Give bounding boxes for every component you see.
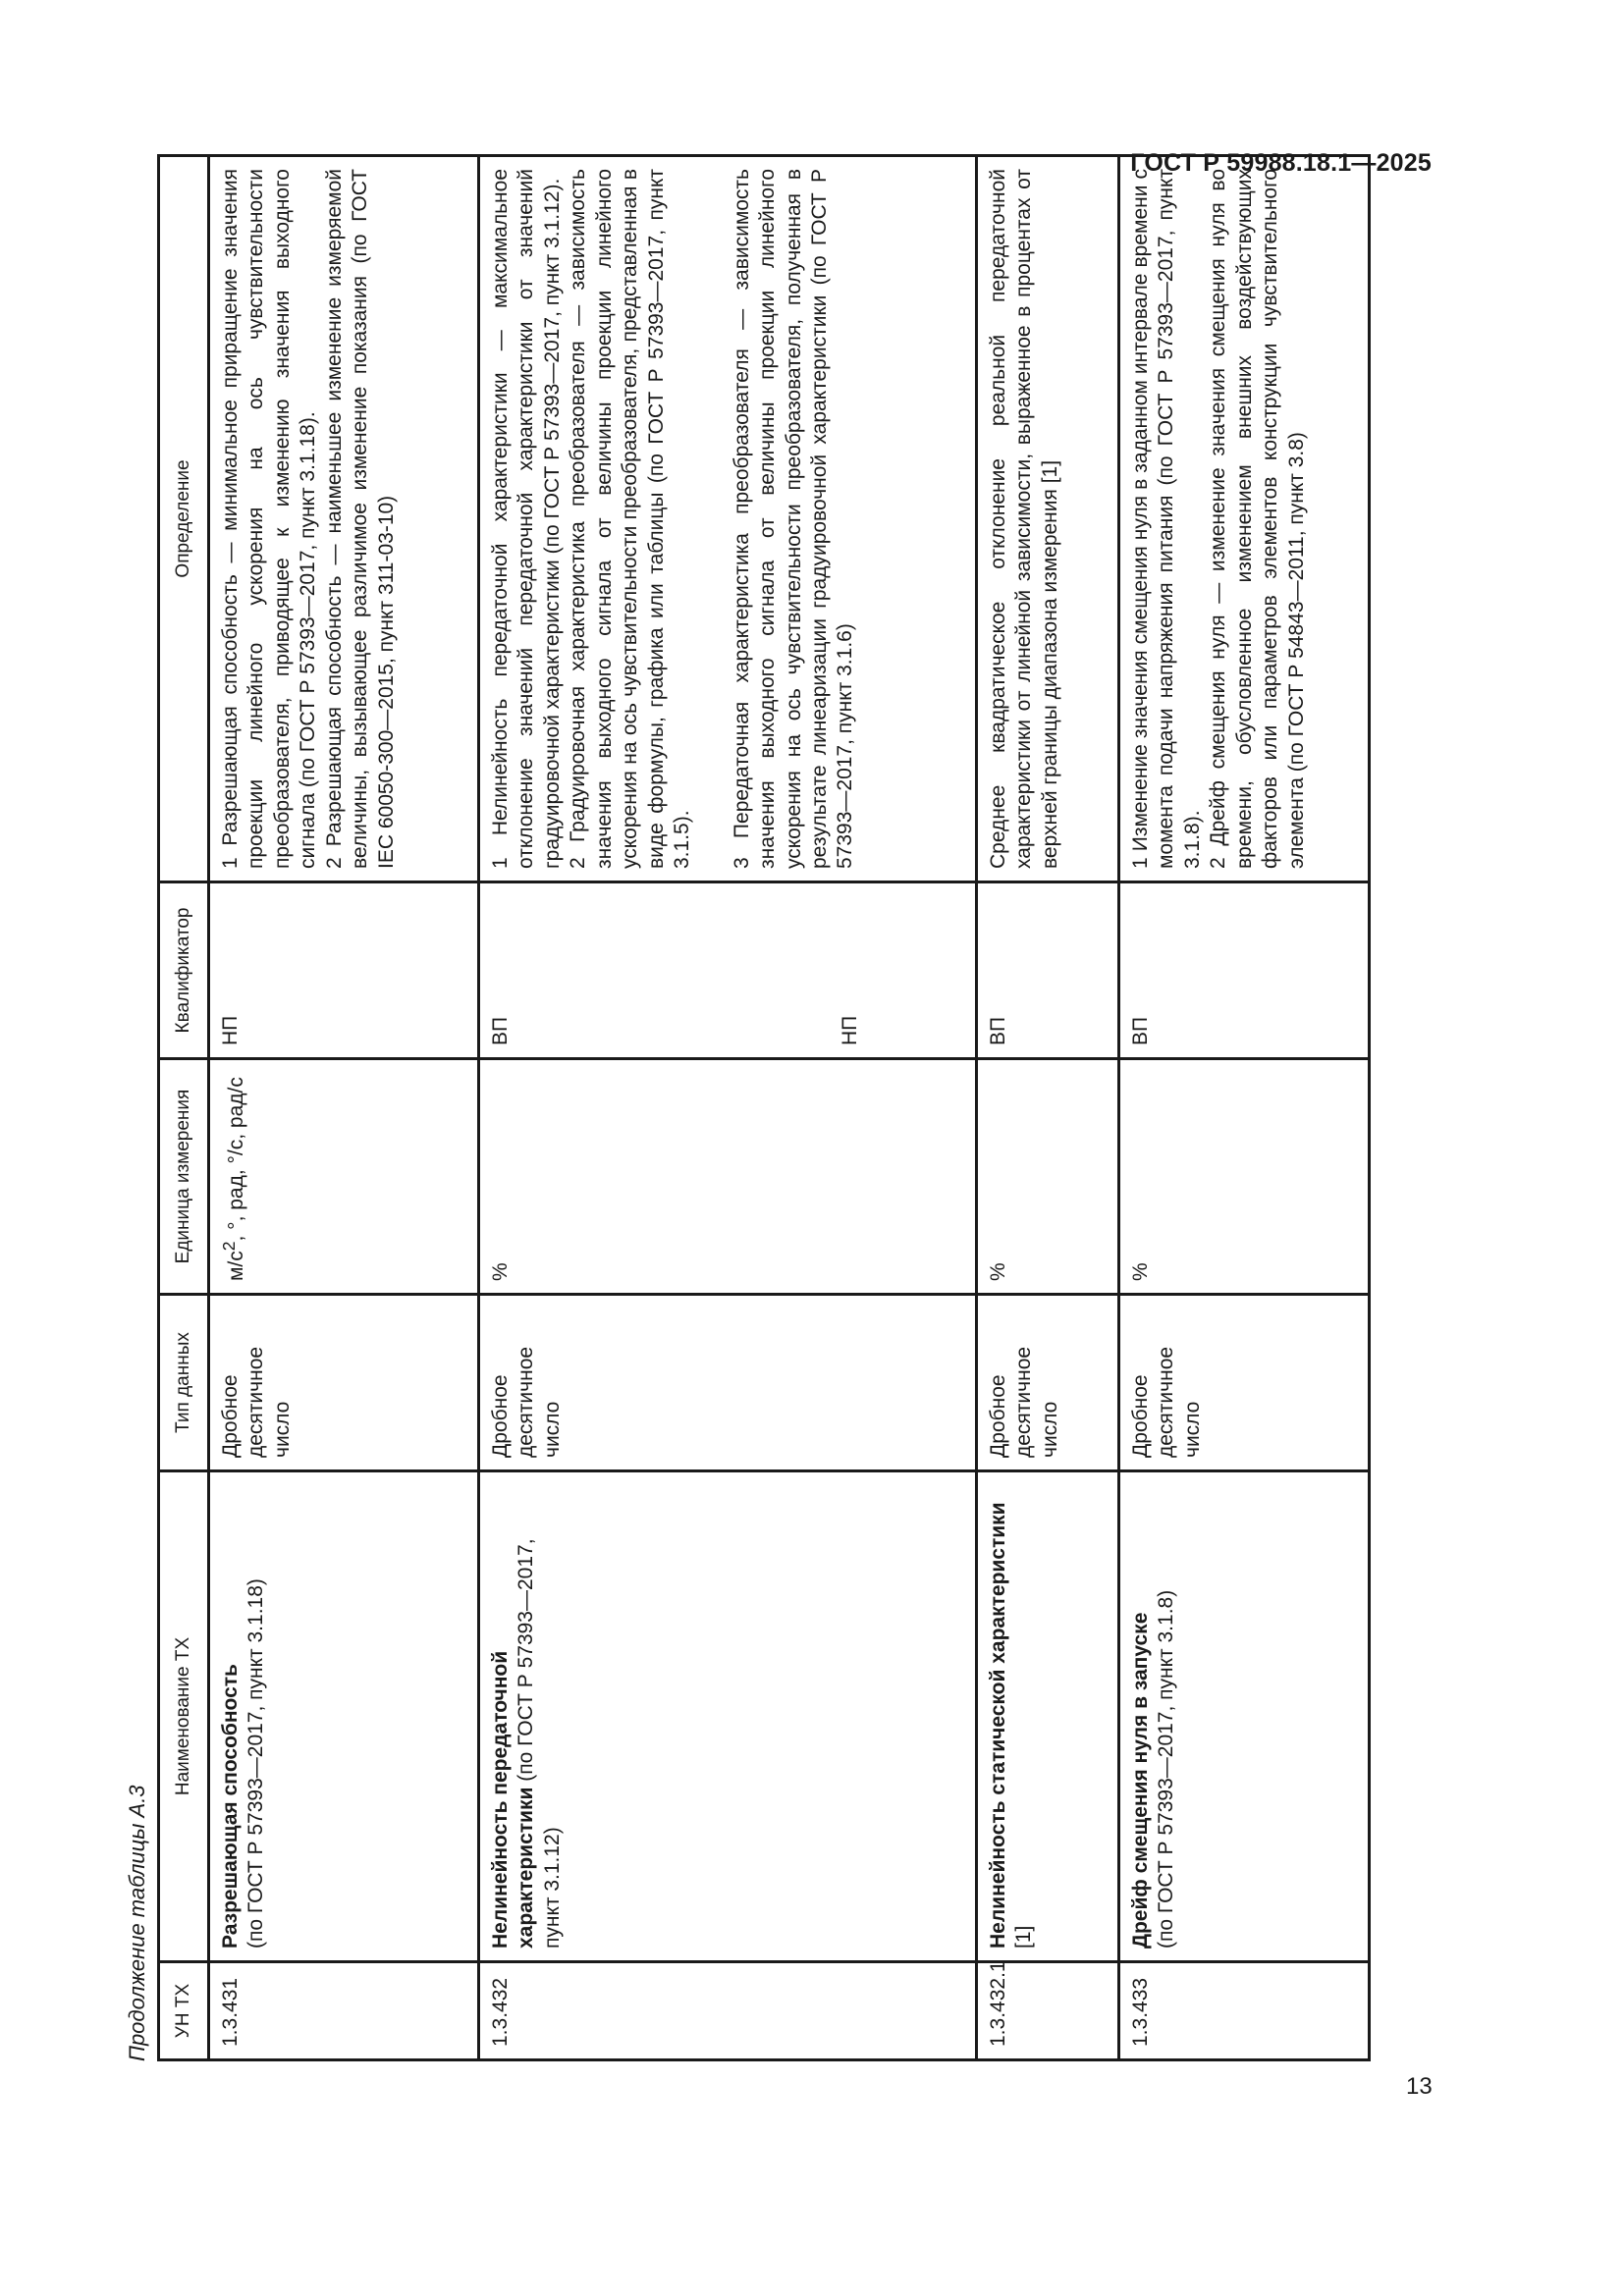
col-header-definition: Определение <box>159 156 209 882</box>
cell-code: 1.3.432.1 <box>977 1962 1119 2060</box>
cell-name <box>479 1471 977 1962</box>
name-bold: Нелинейность передаточной характеристики <box>489 1650 538 1949</box>
table-caption: Продолжение таблицы А.3 <box>125 1785 149 2061</box>
definition-paragraph: 1 Разрешающая способность — минимальное приращение значения проекции линейного ускорения на ось чувствительности преобразователя, приводящее к изменению значения выходного сигнала (по ГОСТ Р 57393—2017, пункт 3.1.18). <box>219 169 320 869</box>
rotated-table-block <box>118 157 1365 2061</box>
cell-data-type: Дробное десятичное число <box>1119 1295 1370 1471</box>
cell-code: 1.3.432 <box>479 1962 977 2060</box>
cell-definition <box>209 156 479 882</box>
name-reference: (по ГОСТ Р 57393—2017, пункт 3.1.18) <box>244 1578 268 1949</box>
cell-definition <box>977 156 1119 882</box>
definition-paragraph: Среднее квадратическое отклонение реальной передаточной характеристики от линейной зависимости, выраженное в процентах от верхней границы диапазона измерения [1] <box>987 169 1061 869</box>
cell-code: 1.3.433 <box>1119 1962 1370 2060</box>
cell-qualifier: ВП <box>1119 882 1370 1059</box>
cell-code: 1.3.431 <box>209 1962 479 2060</box>
cell-unit: % <box>479 1059 977 1295</box>
cell-data-type: Дробное десятичное число <box>209 1295 479 1471</box>
cell-definition <box>1119 156 1370 882</box>
definition-paragraph: 1 Нелинейность передаточной характеристики — максимальное отклонение значений передаточной характеристики от значений градуировочной характеристики (по ГОСТ Р 57393—2017, пункт 3.1.12). <box>489 169 564 869</box>
cell-name <box>209 1471 479 1962</box>
table-row <box>479 156 977 2060</box>
definition-paragraph: 2 Градуировочная характеристика преобразователя — зависимость значения выходного сигнала от величины проекции линейного ускорения на ось чувствительности преобразователя, представленная в виде формулы, графика или таблицы (по ГОСТ Р 57393—2017, пункт 3.1.5). <box>567 169 694 869</box>
cell-unit: % <box>1119 1059 1370 1295</box>
definition-paragraph: 2 Дрейф смещения нуля — изменение значения смещения нуля во времени, обусловленное изменением внешних воздействующих факторов или параметров элементов конструкции чувствительного элемента (по ГОСТ Р 54843—2011, пункт 3.8) <box>1207 169 1308 869</box>
cell-data-type: Дробное десятичное число <box>977 1295 1119 1471</box>
col-header-name: Наименование ТХ <box>159 1471 209 1962</box>
cell-unit: % <box>977 1059 1119 1295</box>
cell-qualifier <box>479 882 977 1059</box>
table-row <box>209 156 479 2060</box>
table-row <box>977 156 1119 2060</box>
cell-name <box>1119 1471 1370 1962</box>
cell-data-type: Дробное десятичное число <box>479 1295 977 1471</box>
unit-rest: , °, рад, °/с, рад/с <box>225 1077 247 1242</box>
qualifier-value: ВП <box>489 1016 512 1045</box>
name-bold: Нелинейность статической характеристики <box>987 1502 1009 1949</box>
cell-unit <box>209 1059 479 1295</box>
name-bold: Разрешающая способность <box>219 1664 242 1949</box>
definition-paragraph: 1 Изменение значения смещения нуля в заданном интервале времени с момента подачи напряжения питания (по ГОСТ Р 57393—2017, пункт 3.1.8). <box>1129 169 1204 869</box>
unit-prefix: м/с <box>225 1251 247 1281</box>
cell-definition <box>479 156 977 882</box>
col-header-data-type: Тип данных <box>159 1295 209 1471</box>
characteristics-table <box>157 154 1371 2061</box>
page-number: 13 <box>1406 2073 1433 2100</box>
document-code: ГОСТ Р 59988.18.1—2025 <box>1130 149 1432 177</box>
name-reference: [1] <box>1012 1925 1036 1949</box>
name-bold: Дрейф смещения нуля в запуске <box>1129 1612 1152 1949</box>
unit-superscript: 2 <box>219 1241 239 1252</box>
cell-qualifier: ВП <box>977 882 1119 1059</box>
qualifier-value: НП <box>839 1015 862 1045</box>
col-header-unit: Единица измерения <box>159 1059 209 1295</box>
cell-name <box>977 1471 1119 1962</box>
col-header-qualifier: Квалификатор <box>159 882 209 1059</box>
name-reference: (по ГОСТ Р 57393—2017, пункт 3.1.8) <box>1155 1589 1178 1949</box>
definition-paragraph: 2 Разрешающая способность — наименьшее изменение измеряемой величины, вызывающее различимое изменение показания (по ГОСТ IEC 60050-300—2015, пункт 311-03-10) <box>322 169 398 869</box>
cell-qualifier: НП <box>209 882 479 1059</box>
name-reference: (по ГОСТ Р 57393—2017, пункт 3.1.12) <box>514 1538 564 1949</box>
definition-paragraph: 3 Передаточная характеристика преобразователя — зависимость значения выходного сигнала от величины проекции линейного ускорения на ось чувствительности преобразователя, полученная в результате линеаризации градуировочной характеристики (по ГОСТ Р 57393—2017, пункт 3.1.6) <box>730 169 857 869</box>
table-row <box>1119 156 1370 2060</box>
table-header-row <box>159 156 209 2060</box>
col-header-code: УН ТХ <box>159 1962 209 2060</box>
